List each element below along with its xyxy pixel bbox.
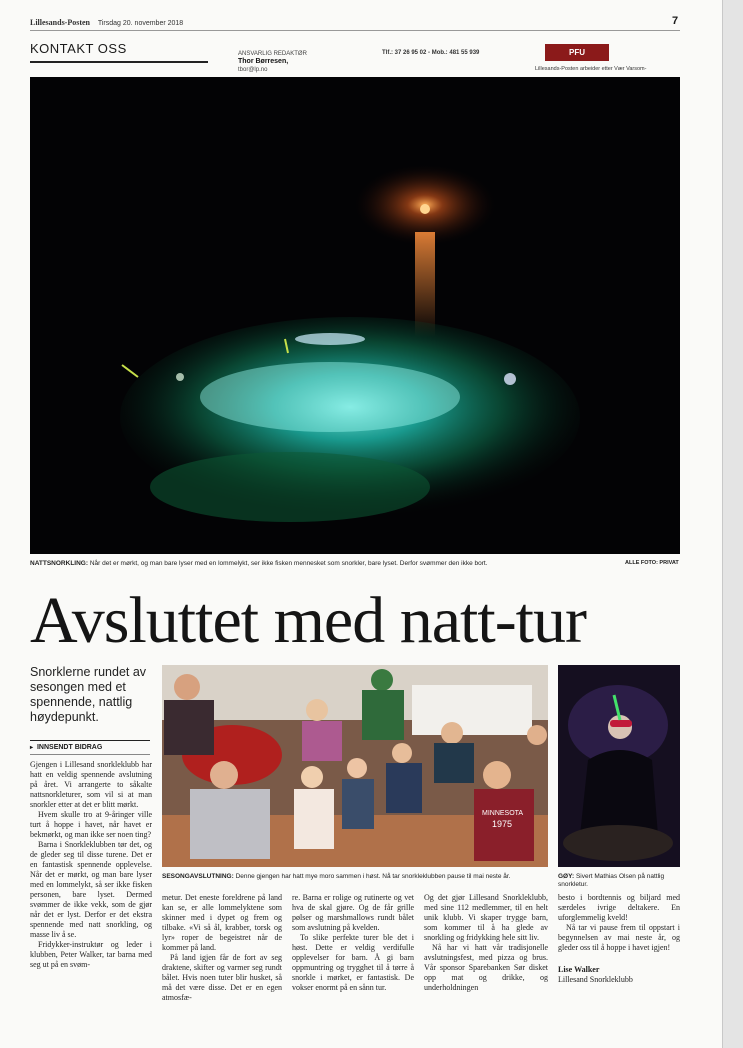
byline (30, 740, 150, 755)
diver-photo-caption-text: Sivert Mathias Olsen på nattlig snorkletur. (558, 873, 665, 888)
paragraph: Fridykker-instruktør og leder i klubben, Peter Walker, tar barna med seg ut på en svøm- (30, 940, 152, 969)
byline-arrow-icon: ▸ (30, 745, 34, 751)
paragraph: Hvem skulle tro at 9-åringer ville turt å hoppe i havet, når havet er bekmørkt, og man ikke ser noen ting? (30, 810, 152, 839)
shirt-text: MINNESOTA (482, 810, 524, 817)
article-headline: Avsluttet med natt-tur (30, 584, 586, 657)
group-photo-caption (162, 873, 548, 881)
article-column-2 (162, 893, 282, 1003)
group-photo-caption-label: SESONGAVSLUTNING: (162, 873, 234, 880)
signature-org: Lillesand Snorkleklubb (558, 975, 633, 984)
masthead-line (30, 18, 183, 27)
diver-photo-caption-label: GØY: (558, 873, 575, 880)
editor-block (238, 50, 307, 74)
paragraph: besto i bordtennis og biljard med særdeles ivrige deltakere. En uforglemmelig kveld! (558, 893, 680, 922)
article-column-1 (30, 760, 152, 970)
article-column-4 (424, 893, 548, 993)
editor-email: tbor@lp.no (238, 67, 268, 73)
hero-photo-night-snorkel (30, 77, 680, 554)
article-column-3 (292, 893, 414, 993)
photo-credit: ALLE FOTO: PRIVAT (625, 560, 679, 566)
shirt-number: 1975 (492, 819, 513, 829)
article-column-5 (558, 893, 680, 985)
pfu-badge: PFU (545, 44, 609, 61)
diver-photo-caption (558, 873, 680, 889)
group-photo-caption-text: Denne gjengen har hatt mye moro sammen i høst. Nå tar snorkleklubben pause til mai neste år. (235, 873, 511, 880)
section-title: KONTAKT OSS (30, 41, 127, 56)
paragraph: metur. Det eneste foreldrene på land kan se, er alle lommelyktene som skinner med i dypet og frem og tilbake. «Vi så ål, krabber, torsk og lyr» roper de begeistret når de kommer på land. (162, 893, 282, 952)
byline-text: INNSENDT BIDRAG (36, 744, 103, 751)
hero-caption-label: NATTSNORKLING: (30, 560, 89, 567)
paragraph: Nå har vi hatt vår tradisjonelle avslutningsfest, med pizza og brus. Vår sponsor Sparebanken Sør disket opp mat og drikke, og underholdningen (424, 943, 548, 992)
diver-photo (558, 665, 680, 867)
header-rule (30, 30, 680, 31)
paragraph: Gjengen i Lillesand snorkleklubb har hatt en veldig spennende avslutning på året. Vi arrangerte to såkalte nattsnorkleturer, som vil si at man snorkler etter at det er blitt mørkt. (30, 760, 152, 809)
article-ingress: Snorklerne rundet av sesongen med et spennende, nattlig høydepunkt. (30, 665, 147, 724)
paper-name: Lillesands-Posten (30, 18, 91, 27)
phone-numbers: Tlf.: 37 26 95 02 - Mob.: 481 55 939 (382, 50, 480, 56)
paragraph: Og det gjør Lillesand Snorkleklubb, med sine 112 medlemmer, til en helt unik klubb. Vi skaper trygge barn, som kommer til å ha glede av snorkling og fridykking hele sitt liv. (424, 893, 548, 942)
group-photo (162, 665, 548, 867)
editor-name: Thor Børresen, (238, 58, 289, 65)
issue-date: Tirsdag 20. november 2018 (97, 20, 184, 27)
paragraph: Barna i Snorkleklubben tør det, og de gleder seg til disse turene. Det er en fantastisk spennende opplevelse. Når det er mørkt, og man bare lyser med en lommelykt, så ser ikke fisken personen, bare lyset. Dermed svømmer de ikke vekk, som de gjør når det er lyst. Derfor er det ekstra spennende med natt snorkling, og masse liv å se. (30, 840, 152, 939)
paragraph: re. Barna er rolige og rutinerte og vet hva de skal gjøre. Og de får grille pølser og marshmallows rundt bålet som avslutning på kvelden. (292, 893, 414, 932)
signature-name: Lise Walker (558, 965, 600, 974)
editor-label: ANSVARLIG REDAKTØR (238, 51, 307, 57)
pfu-note: Lillesands-Posten arbeider etter Vær Varsom- (535, 66, 647, 72)
hero-caption (30, 560, 680, 567)
paragraph: På land igjen får de fort av seg draktene, skifter og varmer seg rundt bålet. Hvis noen tuter blir husket, så må det være disse. Det er en egen atmosfæ- (162, 953, 282, 1002)
paragraph: To slike perfekte turer ble det i høst. Dette er veldig verdifulle opplevelser for barn. Å gi barn oppmuntring og trygghet til å tørre å snorkle i mørket, er fantastisk. De vokser enormt på en sånn tur. (292, 933, 414, 992)
section-rule (30, 61, 208, 63)
page-number: 7 (672, 15, 679, 27)
hero-caption-text: Når det er mørkt, og man bare lyser med en lommelykt, ser ikke fisken mennesket som snorkler, bare lyset. Derfor svømmer den ikke bort. (89, 560, 488, 567)
paragraph: Nå tar vi pause frem til oppstart i begynnelsen av mai neste år, og gleder oss til å hoppe i havet igjen! (558, 923, 680, 952)
